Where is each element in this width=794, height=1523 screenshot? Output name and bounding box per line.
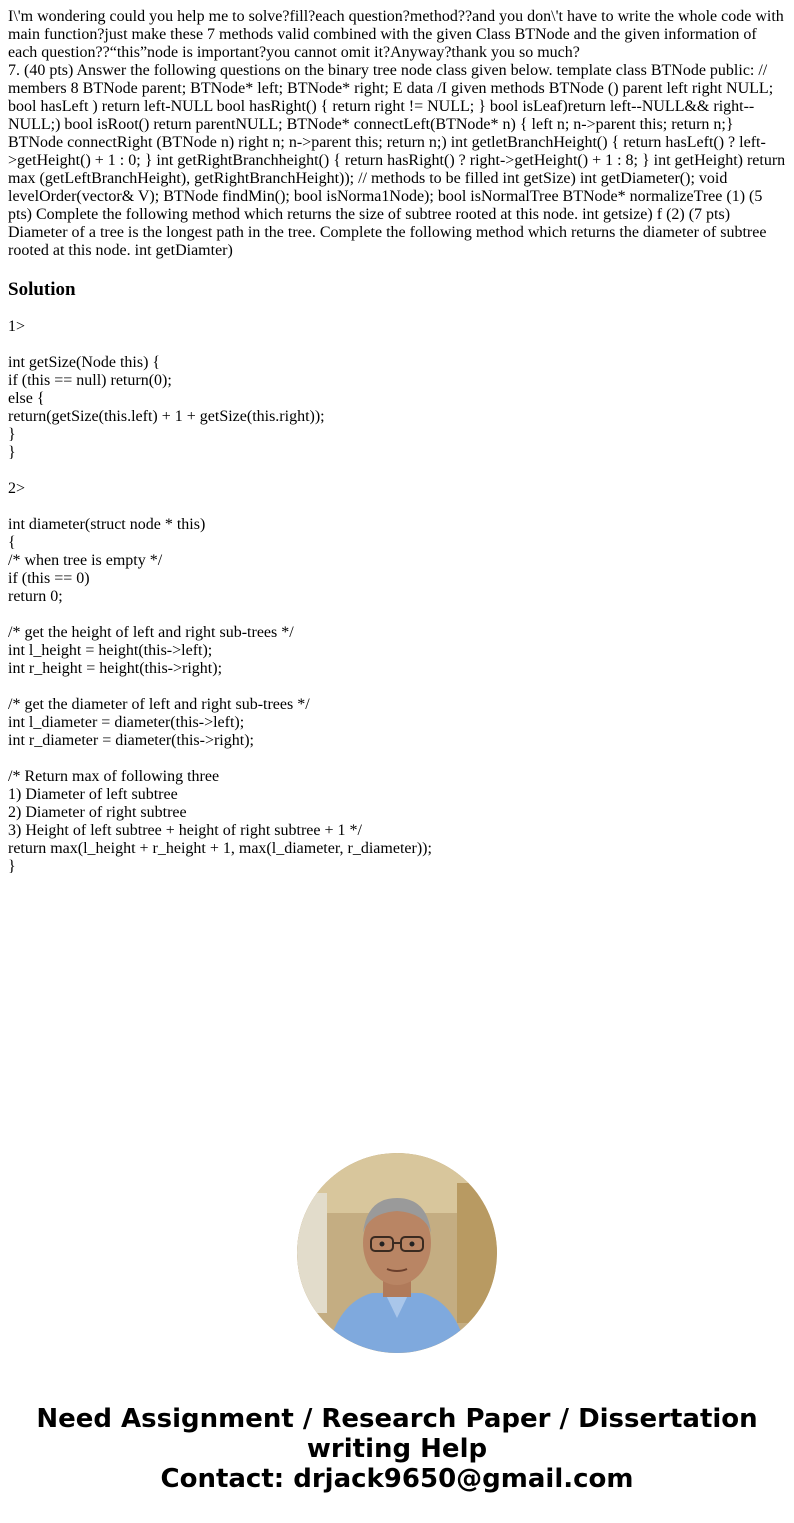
banner-line-1: Need Assignment / Research Paper / Dissertation: [36, 1404, 758, 1434]
code-line: }: [8, 426, 16, 443]
code-line: int l_diameter = diameter(this->left);: [8, 714, 245, 731]
code-line: return(getSize(this.left) + 1 + getSize(this.right));: [8, 408, 325, 425]
solution-part2-code-a: [8, 516, 788, 606]
code-line: 1) Diameter of left subtree: [8, 786, 178, 803]
question-text: [8, 8, 788, 260]
help-banner: [0, 1404, 794, 1494]
solution-part2-label: 2>: [8, 480, 26, 497]
code-line: /* when tree is empty */: [8, 552, 163, 569]
banner-contact: Contact: drjack9650@gmail.com: [160, 1464, 634, 1494]
question-intro: I\'m wondering could you help me to solve?fill?each question?method??and you don\'t have to write the whole code with main function?just make these 7 methods valid combined with the given Class BTNode and the given information of each question??“this”node is important?you cannot omit it?Anyway?thank you so much?: [8, 8, 784, 61]
solution-part1-code: [8, 354, 788, 462]
code-line: else {: [8, 390, 45, 407]
code-line: int l_height = height(this->left);: [8, 642, 213, 659]
code-line: }: [8, 858, 16, 875]
code-line: if (this == null) return(0);: [8, 372, 172, 389]
code-line: /* get the diameter of left and right sub-trees */: [8, 696, 310, 713]
code-line: {: [8, 534, 16, 551]
code-line: 3) Height of left subtree + height of right subtree + 1 */: [8, 822, 362, 839]
document-content: [8, 8, 788, 894]
code-line: /* get the height of left and right sub-trees */: [8, 624, 294, 641]
code-line: 2) Diameter of right subtree: [8, 804, 187, 821]
solution-part1-label: 1>: [8, 318, 26, 335]
code-line: /* Return max of following three: [8, 768, 220, 785]
avatar-portrait-icon: [297, 1153, 497, 1353]
question-body: 7. (40 pts) Answer the following questions on the binary tree node class given below. template class BTNode public: // members 8 BTNode parent; BTNode* left; BTNode* right; E data /I given methods BTNode () parent left right NULL; bool hasLeft ) return left-NULL bool hasRight() { return right != NULL; } bool isLeaf)return left--NULL&& right--NULL;) bool isRoot() return parentNULL; BTNode* connectLeft(BTNode* n) { left n; n->parent this; return n;} BTNode connectRight (BTNode n) right n; n->parent this; return n;) int getletBranchHeight() { return hasLeft() ? left->getHeight() + 1 : 0; } int getRightBranchheight() { return hasRight() ? right->getHeight() + 1 : 8; } int getHeight) return max (getLeftBranchHeight), getRightBranchHeight)); // methods to be filled int getSize) int getDiameter(); void levelOrder(vector& V); BTNode findMin(); bool isNorma1Node); bool isNormalTree BTNode* normalizeTree (1) (5 pts) Complete the following method which returns the size of subtree rooted at this node. int getsize) f (2) (7 pts) Diameter of a tree is the longest path in the tree. Complete the following method which returns the diameter of subtree rooted at this node. int getDiamter): [8, 62, 786, 259]
solution-heading: Solution: [8, 279, 76, 300]
code-line: if (this == 0): [8, 570, 90, 587]
solution-part2-code-d: [8, 768, 788, 876]
code-line: return 0;: [8, 588, 63, 605]
code-line: return max(l_height + r_height + 1, max(l_diameter, r_diameter));: [8, 840, 432, 857]
solution-part2-code-c: [8, 696, 788, 750]
solution-part2-code-b: [8, 624, 788, 678]
code-line: int r_diameter = diameter(this->right);: [8, 732, 254, 749]
code-line: int diameter(struct node * this): [8, 516, 206, 533]
banner-line-2: writing Help: [306, 1434, 488, 1464]
code-line: int getSize(Node this) {: [8, 354, 161, 371]
code-line: }: [8, 444, 16, 461]
avatar: [297, 1153, 497, 1353]
code-line: int r_height = height(this->right);: [8, 660, 223, 677]
